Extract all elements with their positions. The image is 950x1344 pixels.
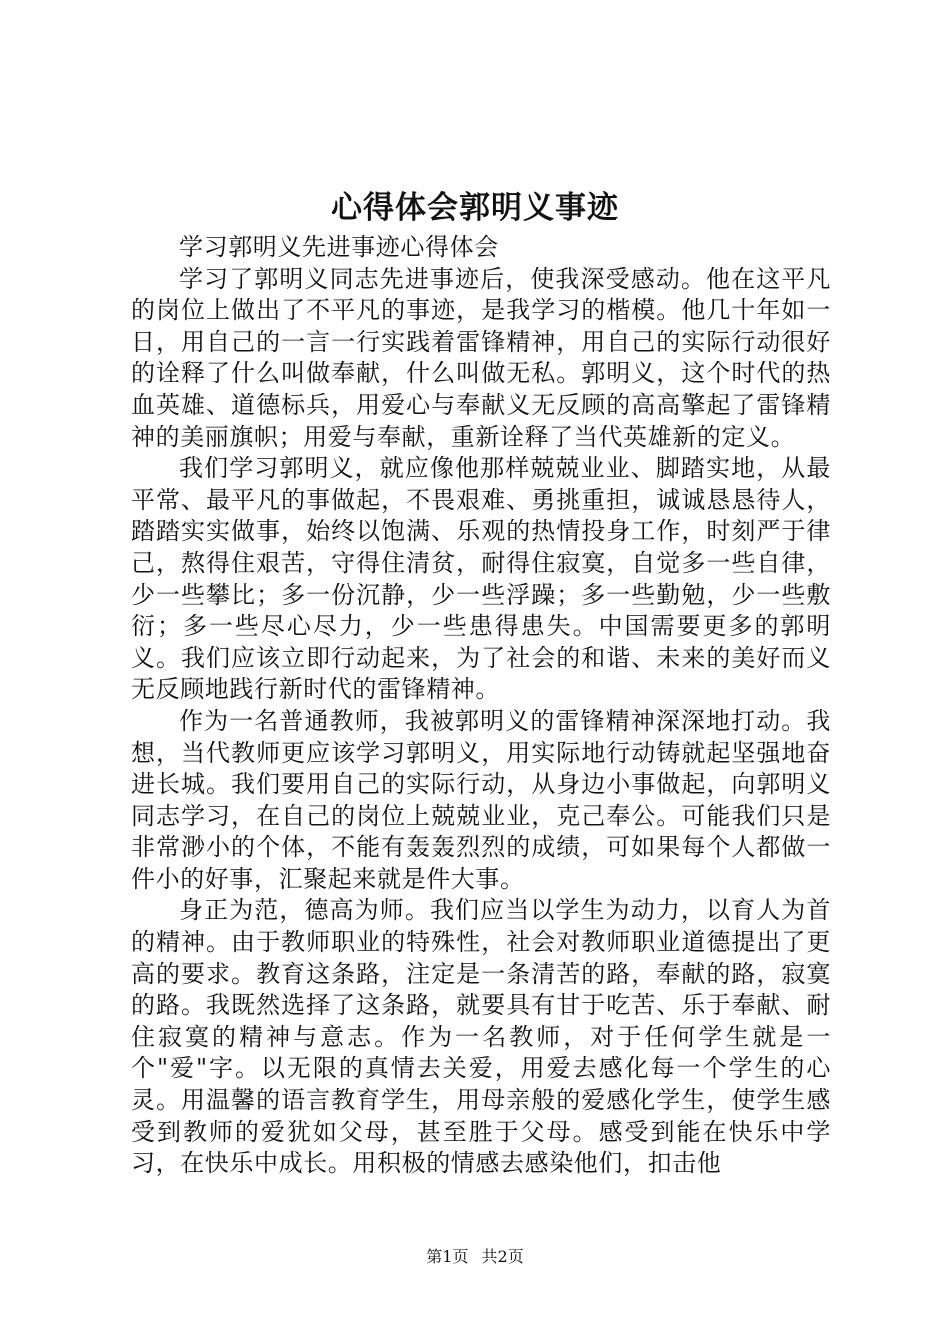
document-title: 心得体会郭明义事迹 — [331, 190, 619, 226]
page-footer — [0, 1246, 950, 1268]
page-number: 第1页 — [426, 1247, 469, 1266]
paragraph-1: 学习了郭明义同志先进事迹后，使我深受感动。他在这平凡的岗位上做出了不平凡的事迹，是我学习的楷模。他几十年如一日，用自己的一言一行实践着雷锋精神，用自己的实际行动很好的诠释了什么叫做奉献，什么叫做无私。郭明义，这个时代的热血英雄、道德标兵，用爱心与奉献义无反顾的高高擎起了雷锋精神的美丽旗帜；用爱与奉献，重新诠释了当代英雄新的定义。 — [131, 264, 831, 451]
paragraph-2: 我们学习郭明义，就应像他那样兢兢业业、脚踏实地，从最平常、最平凡的事做起，不畏艰难、勇挑重担，诚诚恳恳待人，踏踏实实做事，始终以饱满、乐观的热情投身工作，时刻严于律己，熬得住艰苦，守得住清贫，耐得住寂寞，自觉多一些自律，少一些攀比；多一份沉静，少一些浮躁；多一些勤勉，少一些敷衍；多一些尽心尽力，少一些患得患失。中国需要更多的郭明义。我们应该立即行动起来，为了社会的和谐、未来的美好而义无反顾地践行新时代的雷锋精神。 — [131, 454, 831, 704]
paragraph-4: 身正为范，德高为师。我们应当以学生为动力，以育人为首的精神。由于教师职业的特殊性，社会对教师职业道德提出了更高的要求。教育这条路，注定是一条清苦的路，奉献的路，寂寞的路。我既然选择了这条路，就要具有甘于吃苦、乐于奉献、耐住寂寞的精神与意志。作为一名教师，对于任何学生就是一个"爱"字。以无限的真情去关爱，用爱去感化每一个学生的心灵。用温馨的语言教育学生，用母亲般的爱感化学生，使学生感受到教师的爱犹如父母，甚至胜于父母。感受到能在快乐中学习，在快乐中成长。用积极的情感去感染他们，扣击他 — [131, 896, 831, 1178]
subtitle-line: 学习郭明义先进事迹心得体会 — [179, 233, 499, 261]
page-total: 共2页 — [481, 1247, 524, 1266]
paragraph-3: 作为一名普通教师，我被郭明义的雷锋精神深深地打动。我想，当代教师更应该学习郭明义，用实际地行动铸就起坚强地奋进长城。我们要用自己的实际行动，从身边小事做起，向郭明义同志学习，在自己的岗位上兢兢业业，克己奉公。可能我们只是非常渺小的个体，不能有轰轰烈烈的成绩，可如果每个人都做一件小的好事，汇聚起来就是件大事。 — [131, 706, 831, 893]
document-body — [131, 232, 831, 1180]
